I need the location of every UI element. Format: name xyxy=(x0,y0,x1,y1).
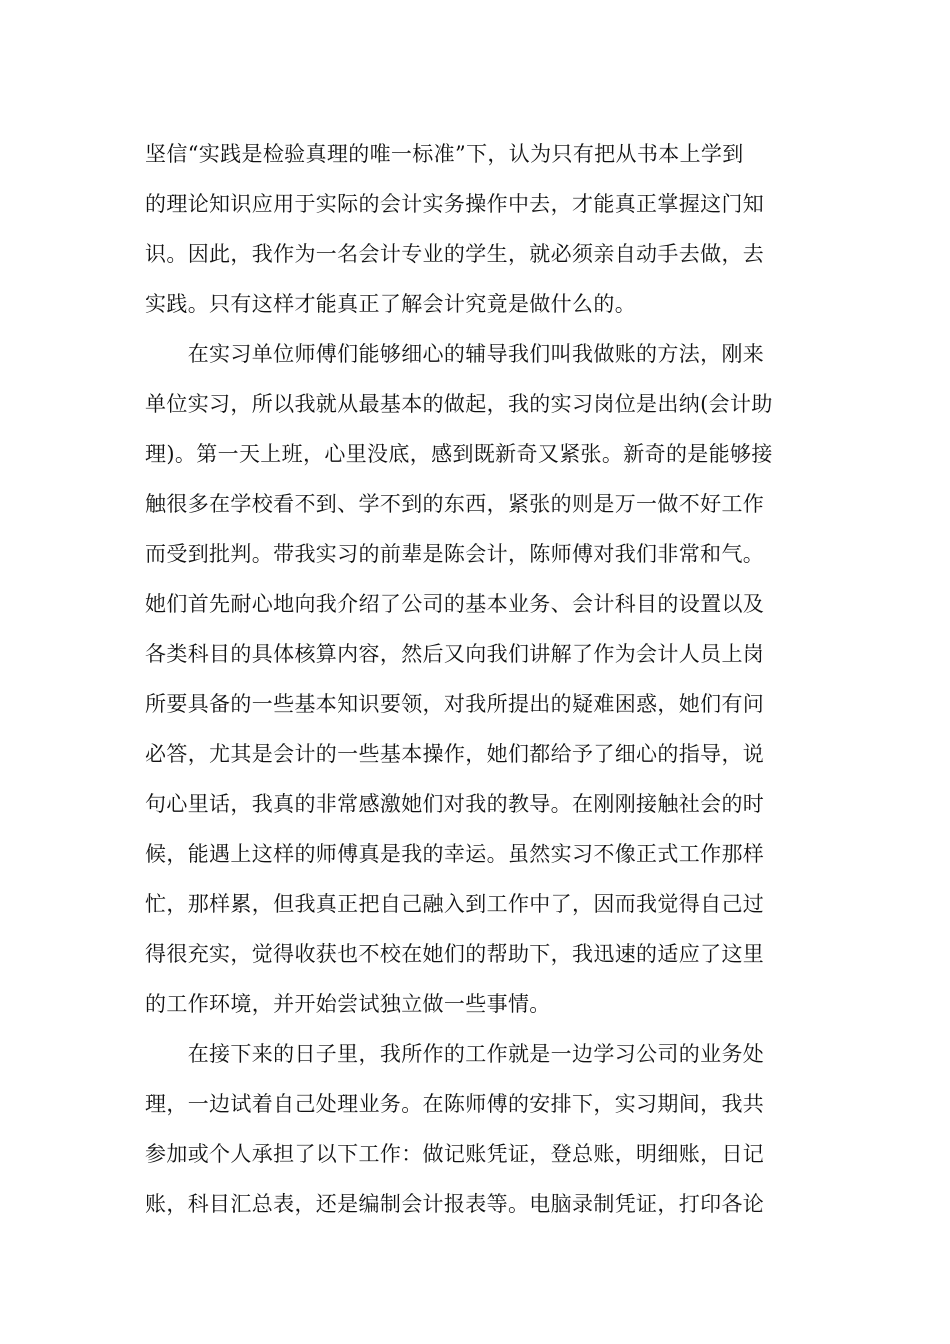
text-line: 句心里话，我真的非常感激她们对我的教导。在刚刚接触社会的时 xyxy=(145,792,765,816)
text-line: 各类科目的具体核算内容，然后又向我们讲解了作为会计人员上岗 xyxy=(145,642,765,666)
text-line: 在接下来的日子里，我所作的工作就是一边学习公司的业务处 xyxy=(145,1042,765,1066)
text-line: 得很充实，觉得收获也不校在她们的帮助下，我迅速的适应了这里 xyxy=(145,942,765,966)
text-line: 的工作环境，并开始尝试独立做一些事情。 xyxy=(145,992,551,1016)
text-line: 而受到批判。带我实习的前辈是陈会计，陈师傅对我们非常和气。 xyxy=(145,542,765,566)
text-line: 坚信“实践是检验真理的唯一标准”下，认为只有把从书本上学到 xyxy=(145,142,744,166)
text-line: 触很多在学校看不到、学不到的东西，紧张的则是万一做不好工作 xyxy=(145,492,765,516)
text-line: 实践。只有这样才能真正了解会计究竟是做什么的。 xyxy=(145,292,637,316)
text-line: 理，一边试着自己处理业务。在陈师傅的安排下，实习期间，我共 xyxy=(145,1092,765,1116)
text-line: 理)。第一天上班，心里没底，感到既新奇又紧张。新奇的是能够接 xyxy=(145,442,773,466)
text-line: 候，能遇上这样的师傅真是我的幸运。虽然实习不像正式工作那样 xyxy=(145,842,765,866)
text-line: 所要具备的一些基本知识要领，对我所提出的疑难困惑，她们有问 xyxy=(145,692,765,716)
text-line: 账，科目汇总表，还是编制会计报表等。电脑录制凭证，打印各论 xyxy=(145,1192,765,1216)
text-line: 单位实习，所以我就从最基本的做起，我的实习岗位是出纳(会计助 xyxy=(145,392,773,416)
text-line: 忙，那样累，但我真正把自己融入到工作中了，因而我觉得自己过 xyxy=(145,892,765,916)
text-line: 参加或个人承担了以下工作：做记账凭证，登总账，明细账，日记 xyxy=(145,1142,765,1166)
text-line: 她们首先耐心地向我介绍了公司的基本业务、会计科目的设置以及 xyxy=(145,592,765,616)
text-line: 的理论知识应用于实际的会计实务操作中去，才能真正掌握这门知 xyxy=(145,192,765,216)
text-line: 识。因此，我作为一名会计专业的学生，就必须亲自动手去做，去 xyxy=(145,242,765,266)
text-line: 在实习单位师傅们能够细心的辅导我们叫我做账的方法，刚来 xyxy=(145,342,765,366)
text-line: 必答，尤其是会计的一些基本操作，她们都给予了细心的指导，说 xyxy=(145,742,765,766)
